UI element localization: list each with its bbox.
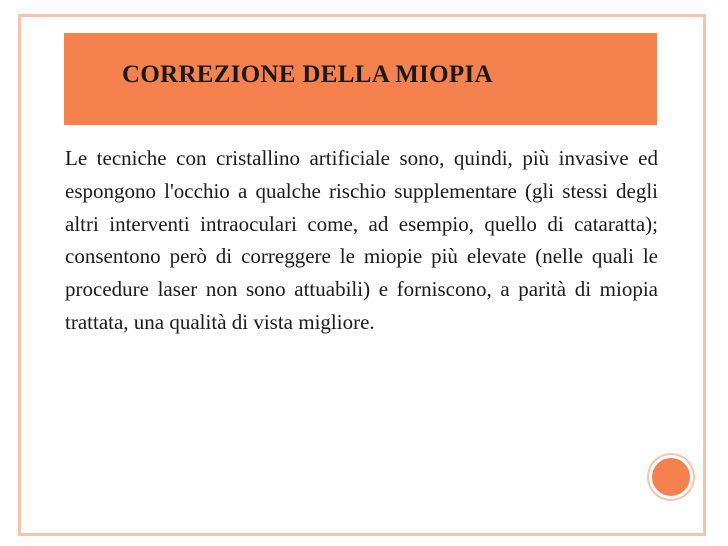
slide-title: CORREZIONE DELLA MIOPIA <box>122 61 493 88</box>
decorative-circle <box>649 455 693 499</box>
slide-body-text: Le tecniche con cristallino artificiale sono, quindi, più invasive ed espongono l'occhio a qualche rischio supplementare (gli stessi degli altri interventi intraoculari come, ad esempio, quello di cataratta); consentono però di correggere le miopie più elevate (nelle quali le procedure laser non sono attuabili) e forniscono, a parità di miopia trattata, una qualità di vista migliore. <box>65 146 658 334</box>
title-banner <box>64 33 657 125</box>
